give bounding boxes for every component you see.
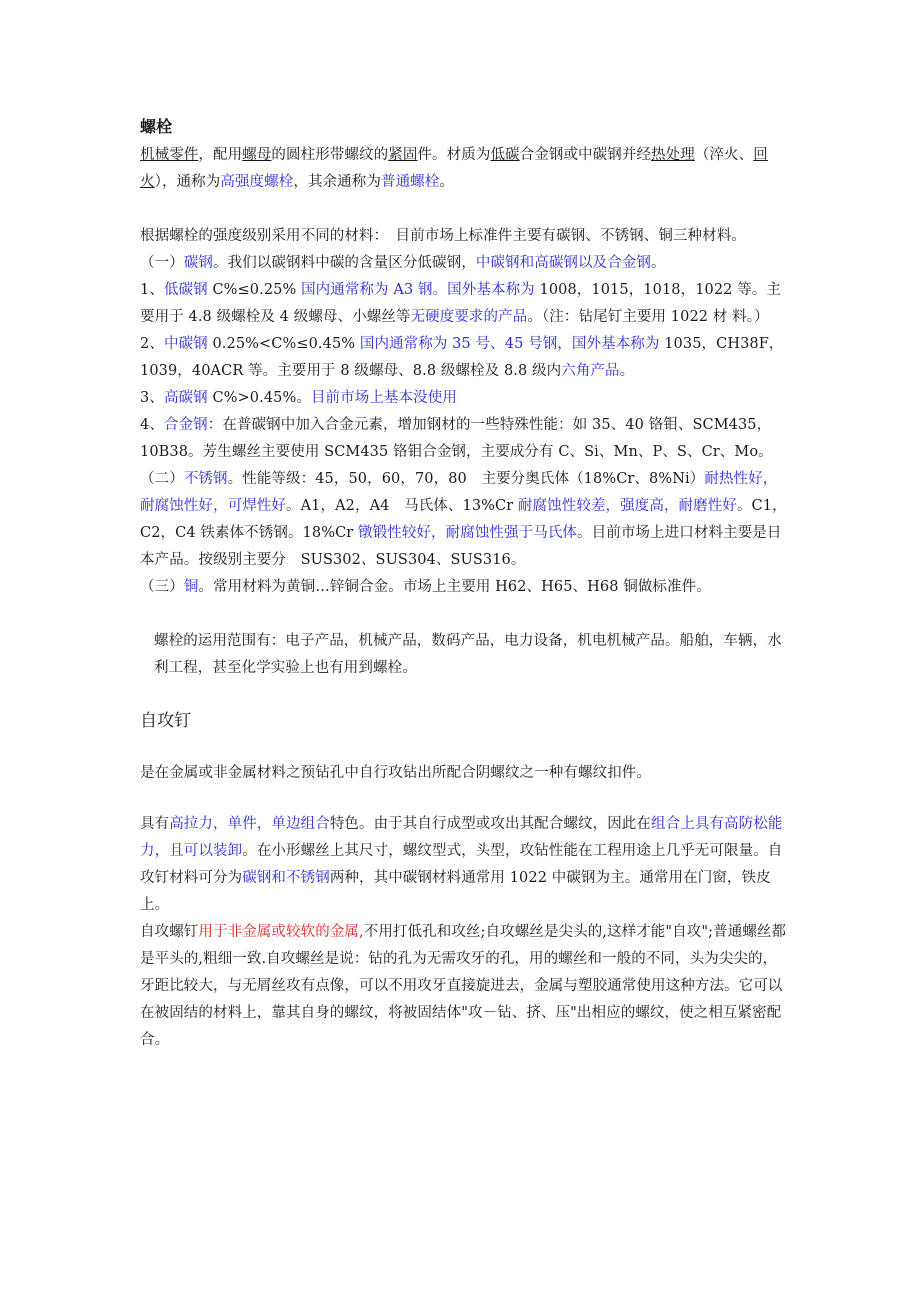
screw-definition: 是在金属或非金属材料之预钻孔中自行攻钻出所配合阴螺纹之一种有螺纹扣件。 [140, 765, 651, 781]
self-tapping-screw-heading: 自攻钉 [140, 711, 192, 731]
screw-usage-paragraph: 自攻螺钉用于非金属或较软的金属,不用打低孔和攻丝;自攻螺丝是尖头的,这样才能"自攻";普通螺丝都是平头的,粗细一致.自攻螺丝是说：钻的孔为无需攻牙的孔，用的螺丝和一般的不同，头为尖尖的，牙距比较大，与无屑丝攻有点像，可以不用攻牙直接旋进去，金属与塑胶通常使用这种方法。它可以在被固结的材料上，靠其自身的螺纹，将被固结体"攻－钻、挤、压"出相应的螺纹，使之相互紧密配合。 [140, 924, 787, 1048]
screw-features-paragraph: 具有高拉力，单件，单边组合特色。由于其自行成型或攻出其配合螺纹，因此在组合上具有高防松能力，且可以装卸。在小形螺丝上其尺寸，螺纹型式，头型，攻钻性能在工程用途上几乎无可限量。自攻钉材料可分为碳钢和不锈钢两种，其中碳钢材料通常用 1022 中碳钢为主。通常用在门窗，铁皮上。 [140, 816, 783, 913]
low-carbon-steel-paragraph: 1、低碳钢 C%≤0.25% 国内通常称为 A3 钢。国外基本称为 1008，1015，1018，1022 等。主 要用于 4.8 级螺栓及 4 级螺母、小螺丝等无硬度要求的产品。（注：钻尾钉主要用 1022 材 料。） [140, 282, 796, 325]
stainless-steel-paragraph: （二）不锈钢。性能等级：45，50，60，70，80 主要分奥氏体（18%Cr、8%Ni）耐热性好，耐腐蚀性好，可焊性好。A1，A2，A4 马氏体、13%Cr 耐腐蚀性较差，强度高，耐磨性好。C1，C2，C4 铁素体不锈钢。18%Cr 镦锻性较好，耐腐蚀性强于马氏体。目前市场上进口材料主要是日本产品。按级别主要分 SUS302、SUS304、SUS316。 [140, 471, 787, 568]
link-fastener[interactable]: 紧固 [388, 147, 418, 163]
document-body [140, 112, 796, 1054]
link-tempering[interactable]: 回火 [140, 147, 768, 190]
bolt-heading: 螺栓 [140, 117, 173, 136]
medium-carbon-steel-paragraph: 2、中碳钢 0.25%<C%≤0.45% 国内通常称为 35 号、45 号钢，国外基本称为 1035，CH38F， 1039，40ACR 等。主要用于 8 级螺母、8.8 级螺栓及 8.8 级内六角产品。 [140, 336, 791, 379]
link-nut[interactable]: 螺母 [242, 147, 272, 163]
bolt-usage-paragraph: 螺栓的运用范围有：电子产品，机械产品，数码产品，电力设备，机电机械产品。船舶，车辆，水利工程，甚至化学实验上也有用到螺栓。 [154, 633, 782, 676]
link-low-carbon[interactable]: 低碳 [490, 147, 520, 163]
link-mechanical-part[interactable]: 机械零件 [140, 147, 199, 163]
bolt-material-intro: 根据螺栓的强度级别采用不同的材料： 目前市场上标准件主要有碳钢、不锈钢、铜三种材料。 [140, 228, 746, 244]
alloy-steel-paragraph: 4、合金钢：在普碳钢中加入合金元素，增加钢材的一些特殊性能：如 35、40 铬钼、SCM435， 10B38。芳生螺丝主要使用 SCM435 铬钼合金钢，主要成分有 C、Si、Mn、P、S、Cr、Mo。 [140, 417, 779, 460]
carbon-steel-paragraph: （一）碳钢。我们以碳钢料中碳的含量区分低碳钢，中碳钢和高碳钢以及合金钢。 [140, 255, 666, 271]
copper-paragraph: （三）铜。常用材料为黄铜…锌铜合金。市场上主要用 H62、H65、H68 铜做标准件。 [140, 579, 711, 595]
link-heat-treatment[interactable]: 热处理 [651, 147, 695, 163]
high-carbon-steel-paragraph: 3、高碳钢 C%>0.45%。目前市场上基本没使用 [140, 390, 457, 406]
bolt-definition: 机械零件，配用螺母的圆柱形带螺纹的紧固件。材质为低碳合金钢或中碳钢并经热处理（淬火、回火），通称为高强度螺栓，其余通称为普通螺栓。 [140, 147, 768, 190]
